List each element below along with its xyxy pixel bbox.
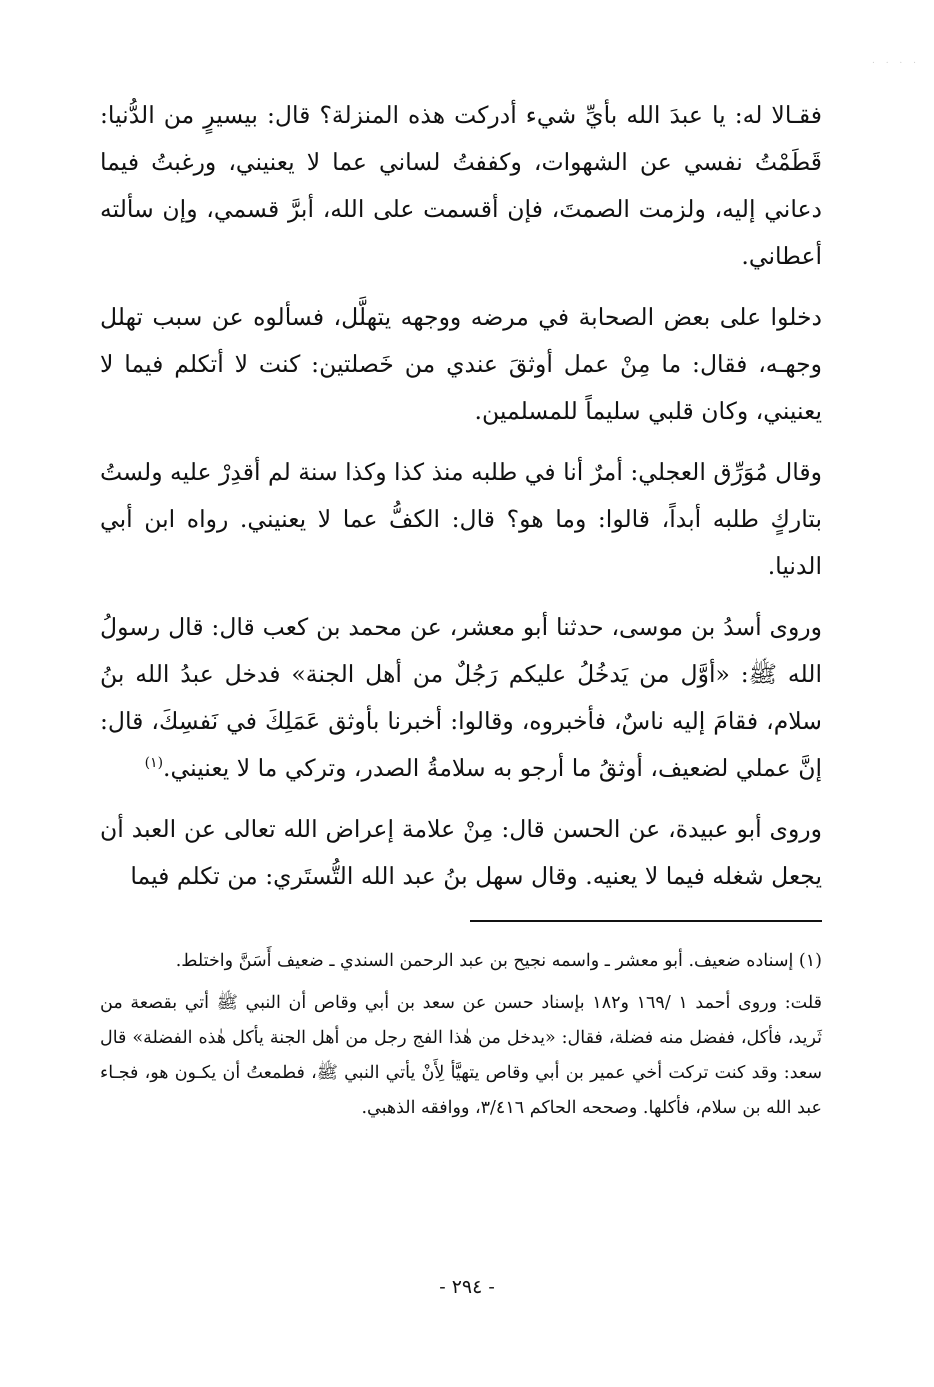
footnotes (100, 944, 822, 1133)
paragraph-3-text: وقال مُوَرِّق العجلي: أمرٌ أنا في طلبه منذ كذا وكذا سنة لم أقدِرْ عليه ولستُ بتاركٍ طلبه أبداً، قالوا: وما هو؟ قال: الكفُّ عما لا يعنيني. رواه ابن أبي الدنيا. (100, 458, 822, 580)
footnote-2-text: قلت: وروى أحمد ١ /١٦٩ و١٨٢ بإسناد حسن عن سعد بن أبي وقاص أن النبي ﷺ أتي بقصعة من ثَريد، فأكل، ففضل منه فضلة، فقال: «يدخل من هٰذا الفج رجل من أهل الجنة يأكل هٰذه الفضلة» قال سعد: وقد كنت تركت أخي عمير بن أبي وقاص يتهيَّأ لِأَنْ يأتي النبي ﷺ، فطمعتُ أن يكـون هو، فجـاء عبد الله بن سلام، فأكلها. وصححه الحاكم ٣/٤١٦، ووافقه الذهبي. (100, 993, 822, 1118)
footnote-divider (470, 920, 822, 922)
footnote-2 (100, 986, 822, 1126)
footnote-1 (100, 944, 822, 979)
paragraph-5-text: وروى أبو عبيدة، عن الحسن قال: مِنْ علامة إعراض الله تعالى عن العبد أن يجعل شغله فيما لا يعنيه. وقال سهل بنُ عبد الله التُّستَري: من تكلم فيما (100, 815, 822, 890)
paragraph-4 (100, 604, 822, 792)
paragraph-1-text: فقـالا له: يا عبدَ الله بأيِّ شيء أدركت هذه المنزلة؟ قال: بيسيرٍ من الدُّنيا: قَطَمْتُ نفسي عن الشهوات، وكففتُ لساني عما لا يعنيني، ورغبتُ فيما دعاني إليه، ولزمت الصمتَ، فإن أقسمت على الله، أبرَّ قسمي، وإن سألته أعطاني. (100, 101, 822, 270)
paragraph-1 (100, 92, 822, 280)
paragraph-3 (100, 449, 822, 590)
paragraph-2-text: دخلوا على بعض الصحابة في مرضه ووجهه يتهلَّل، فسألوه عن سبب تهلل وجهـه، فقال: ما مِنْ عمل أوثقَ عندي من خَصلتين: كنت لا أتكلم فيما لا يعنيني، وكان قلبي سليماً للمسلمين. (100, 303, 822, 425)
footnote-1-text: (١) إسناده ضعيف. أبو معشر ـ واسمه نجيح بن عبد الرحمن السندي ـ ضعيف أَسَنَّ واختلط. (175, 951, 822, 971)
paragraph-4-text: وروى أسدُ بن موسى، حدثنا أبو معشر، عن محمد بن كعب قال: قال رسولُ الله ﷺ: «أوَّل من يَدخُلُ عليكم رَجُلٌ من أهل الجنة» فدخل عبدُ الله بنُ سلام، فقامَ إليه ناسٌ، فأخبروه، وقالوا: أخبرنا بأوثق عَمَلِكَ في نَفسِكَ، قال: إنَّ عملي لضعيف، أوثقُ ما أرجو به سلامةُ الصدر، وتركي ما لا يعنيني. (100, 613, 822, 782)
footnote-reference: (١) (144, 755, 164, 772)
paragraph-5 (100, 806, 822, 900)
main-text (100, 92, 822, 914)
corner-scan-mark: . . . . (871, 56, 920, 66)
page-number: - ٢٩٤ - (439, 1276, 495, 1298)
paragraph-2 (100, 294, 822, 435)
